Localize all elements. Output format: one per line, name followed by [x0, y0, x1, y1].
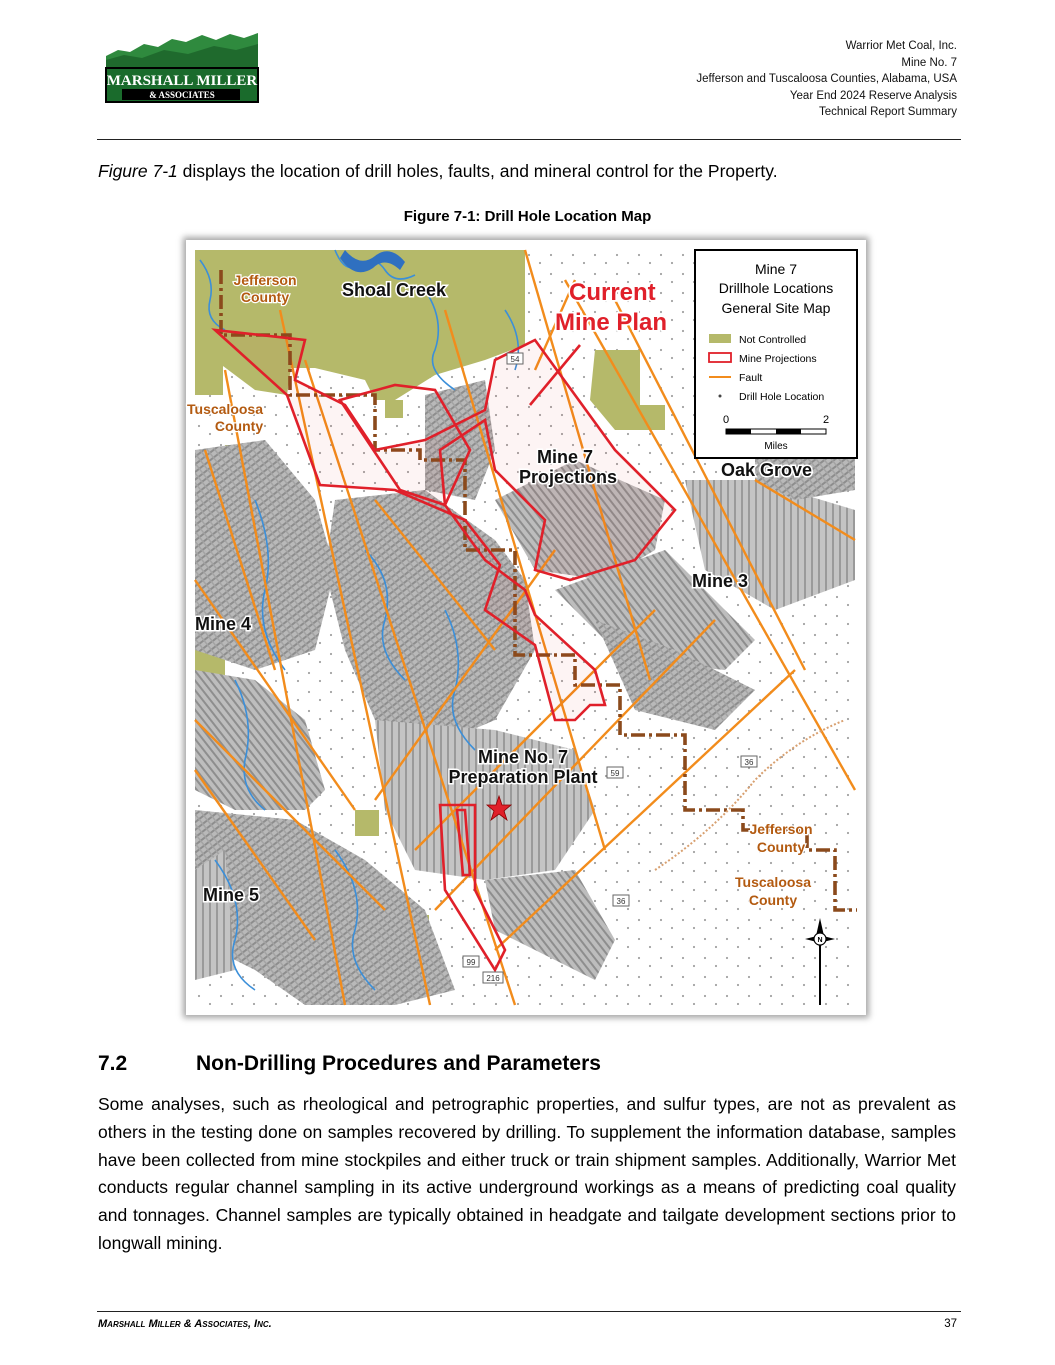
footer-company: Marshall Miller & Associates, Inc. [98, 1318, 272, 1330]
legend-drill-hole: Drill Hole Location [739, 391, 825, 403]
figure-reference: Figure 7-1 [98, 161, 178, 181]
label-jefferson-bottom-2: County [756, 839, 806, 855]
legend-mine-projections: Mine Projections [739, 353, 817, 365]
label-plant-1: Mine No. 7 [477, 747, 569, 767]
header-location: Jefferson and Tuscaloosa Counties, Alabama, USA [696, 73, 957, 85]
intro-text: displays the location of drill holes, faults, and mineral control for the Property. [177, 161, 778, 181]
label-shoal-creek: Shoal Creek [342, 280, 447, 300]
label-tuscaloosa-top-2: County [214, 418, 264, 434]
legend-not-controlled: Not Controlled [739, 334, 807, 346]
road-36a-label: 36 [744, 758, 754, 767]
logo-name: MARSHALL MILLER [106, 73, 258, 89]
legend-title-3: General Site Map [721, 300, 831, 316]
label-mine4: Mine 4 [195, 614, 252, 634]
header-mine: Mine No. 7 [901, 56, 957, 69]
label-mine7-2: Projections [518, 467, 618, 487]
intro-sentence [98, 160, 958, 182]
legend-fault: Fault [739, 372, 763, 384]
section-paragraph: Some analyses, such as rheological and petrographic properties, and sulfur types, are not as prevalent as others in the testing done on samples recovered by drilling. To supplement the information database, samples have been collected from mine stockpiles and either truck or train shipment samples. Additionally, Warrior Met conducts regular channel sampling in its active underground workings as a means of predicting coal quality and tonnages. Channel samples are typically obtained in headgate and tailgate development sections prior to longwall mining. [98, 1094, 956, 1253]
road-59-label: 59 [610, 769, 620, 778]
header-company: Warrior Met Coal, Inc. [845, 40, 957, 52]
page-number: 37 [944, 1318, 957, 1330]
label-tuscaloosa-bottom-2: County [748, 892, 798, 908]
section-heading [98, 1052, 601, 1076]
legend-swatch-mine-projections [709, 353, 731, 362]
section-number: 7.2 [98, 1052, 128, 1075]
label-mine5: Mine 5 [203, 885, 260, 905]
company-logo [104, 30, 260, 104]
footer-divider [97, 1311, 961, 1312]
figure-caption: Figure 7-1: Drill Hole Location Map [403, 208, 652, 225]
header-report: Year End 2024 Reserve Analysis [789, 89, 957, 102]
header-type: Technical Report Summary [818, 106, 957, 118]
label-mine7-1: Mine 7 [536, 447, 594, 467]
label-jefferson-bottom-1: Jefferson [749, 821, 813, 837]
drill-hole-location-map [186, 240, 866, 1015]
scale-zero: 0 [722, 414, 730, 426]
scale-bar [726, 429, 826, 434]
label-mine3: Mine 3 [692, 571, 749, 591]
map-legend [695, 250, 857, 458]
label-oak-grove: Oak Grove [721, 460, 813, 480]
section-title: Non-Drilling Procedures and Parameters [196, 1052, 601, 1075]
label-tuscaloosa-top-1: Tuscaloosa [187, 401, 263, 417]
label-jefferson-county-top-1: Jefferson [233, 272, 297, 288]
label-tuscaloosa-bottom-1: Tuscaloosa [735, 874, 811, 890]
road-216-label: 216 [486, 974, 500, 983]
road-54-label: 54 [510, 355, 520, 364]
road-36b-label: 36 [616, 897, 626, 906]
road-99-label: 99 [466, 958, 476, 967]
legend-title-1: Mine 7 [754, 261, 798, 277]
legend-title-2: Drillhole Locations [718, 280, 834, 296]
scale-unit: Miles [764, 441, 788, 452]
north-label: N [817, 937, 823, 944]
label-plant-2: Preparation Plant [448, 767, 598, 787]
legend-swatch-not-controlled [709, 334, 731, 343]
header-divider [97, 139, 961, 140]
logo-sub: & ASSOCIATES [149, 90, 215, 100]
header-info [696, 38, 957, 121]
label-jefferson-county-top-2: County [240, 289, 290, 305]
legend-swatch-drill-hole [719, 395, 722, 398]
label-current-2: Mine Plan [555, 309, 668, 336]
scale-two: 2 [822, 414, 830, 426]
label-current-1: Current [569, 279, 656, 306]
